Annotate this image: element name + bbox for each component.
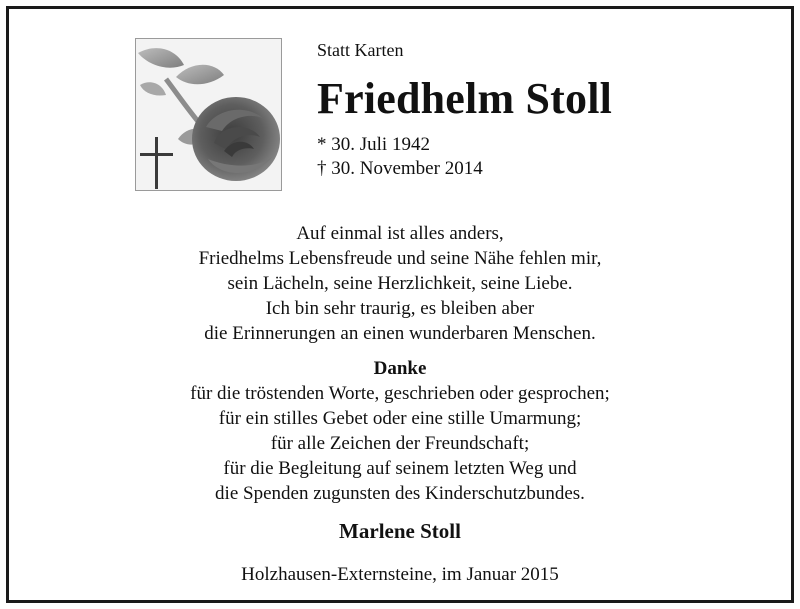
obituary-frame <box>6 6 794 603</box>
poem-line: sein Lächeln, seine Herzlichkeit, seine Liebe. <box>227 273 573 294</box>
thanks-line: für die Begleitung auf seinem letzten Weg und <box>223 458 577 479</box>
thanks-line: für alle Zeichen der Freundschaft; <box>270 433 530 454</box>
rose-image <box>135 38 282 191</box>
death-date: † 30. November 2014 <box>317 158 483 179</box>
birth-date: * 30. Juli 1942 <box>317 134 430 155</box>
deceased-name: Friedhelm Stoll <box>317 74 613 123</box>
signer-name: Marlene Stoll <box>339 519 461 543</box>
thanks-title: Danke <box>373 358 427 379</box>
thanks-line: für die tröstenden Worte, geschrieben oder gesprochen; <box>190 383 610 404</box>
place-date: Holzhausen-Externsteine, im Januar 2015 <box>241 564 559 585</box>
thanks-line: für ein stilles Gebet oder eine stille Umarmung; <box>218 408 582 429</box>
poem-line: die Erinnerungen an einen wunderbaren Menschen. <box>204 323 596 344</box>
poem-line: Ich bin sehr traurig, es bleiben aber <box>265 298 535 319</box>
poem-line: Friedhelms Lebensfreude und seine Nähe fehlen mir, <box>198 248 602 269</box>
thanks-line: die Spenden zugunsten des Kinderschutzbundes. <box>215 483 585 504</box>
message-body <box>9 221 791 587</box>
poem-line: Auf einmal ist alles anders, <box>296 223 504 244</box>
header <box>317 39 737 181</box>
prefix-text: Statt Karten <box>317 40 404 60</box>
rose-with-cross-icon <box>136 39 281 190</box>
